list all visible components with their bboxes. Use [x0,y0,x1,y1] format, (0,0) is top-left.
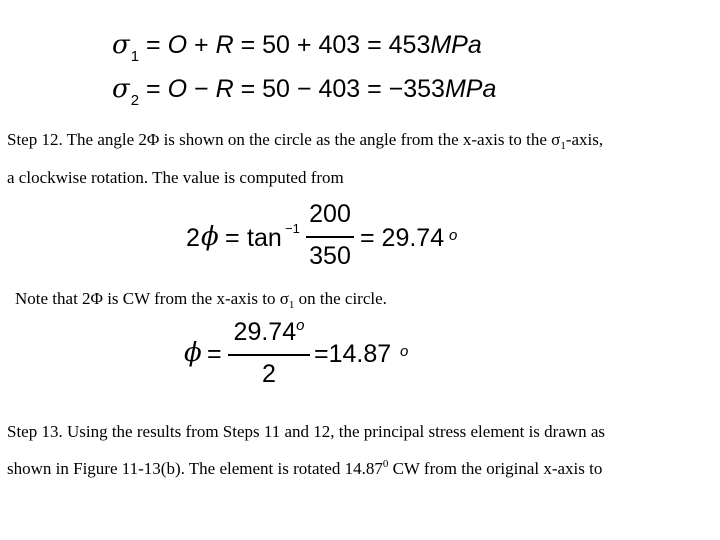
superscript-zero: 0 [382,458,389,470]
result: =14.87 [314,340,392,368]
var-O: O [167,31,188,59]
equation-sigma2 [112,74,497,109]
step12-line2: a clockwise rotation. The value is computed from [7,168,344,187]
var-O: O [167,75,188,103]
rhs-values: = 50 + 403 = 453 [240,31,431,59]
degree-sup: o [449,227,458,244]
equation-sigma1 [112,30,482,65]
var-R: R [215,31,234,59]
var-R: R [215,75,234,103]
numerator-value: 29.74 [233,318,297,346]
fraction-200-350 [306,200,354,272]
note-line [15,289,387,309]
numerator: 200 [309,200,351,228]
operator: + [194,31,209,59]
step12-text: Step 12. The angle 2Φ is shown on the circle as the angle from the x-axis to the σ [7,130,561,149]
step12-text-end: -axis, [565,130,604,149]
numerator [228,318,310,347]
subscript: 2 [130,92,140,109]
denominator: 2 [262,360,276,388]
degree-sup: o [400,343,409,360]
phi-symbol: ϕ [201,222,219,252]
fraction-phi [228,318,310,390]
fraction-bar [306,236,354,238]
equals-sign: = [146,31,161,59]
denominator: 350 [309,242,351,270]
step13-text: shown in Figure 11-13(b). The element is rotated 14.87 [7,459,383,478]
rhs-values: = 50 − 403 = −353 [240,75,445,103]
step12-line1 [7,130,603,150]
note-text-end: on the circle. [294,289,387,308]
operator: − [194,75,209,103]
tan-exponent: −1 [285,221,300,236]
equals-sign: = [146,75,161,103]
fraction-bar [228,354,310,356]
tan-func: tan [247,224,282,252]
step13-line1: Step 13. Using the results from Steps 11 and 12, the principal stress element is drawn as [7,422,606,441]
sigma-symbol: σ [112,74,130,104]
unit: MPa [444,75,497,103]
phi-symbol: ϕ [184,338,202,368]
note-text: Note that 2Φ is CW from the x-axis to σ [15,289,289,308]
step13-text-end: CW from the original x-axis to [388,459,603,478]
sigma-symbol: σ [112,30,130,60]
sigma-subscript: 1 [560,140,566,152]
unit: MPa [430,31,482,59]
coef: 2 [186,224,200,252]
degree-sup: o [296,317,305,334]
sigma-subscript: 1 [288,299,295,311]
equals-sign: = [225,224,240,252]
subscript: 1 [130,48,140,65]
equals-sign: = [207,340,222,368]
step13-line2 [7,459,602,479]
result: = 29.74 [360,224,445,252]
